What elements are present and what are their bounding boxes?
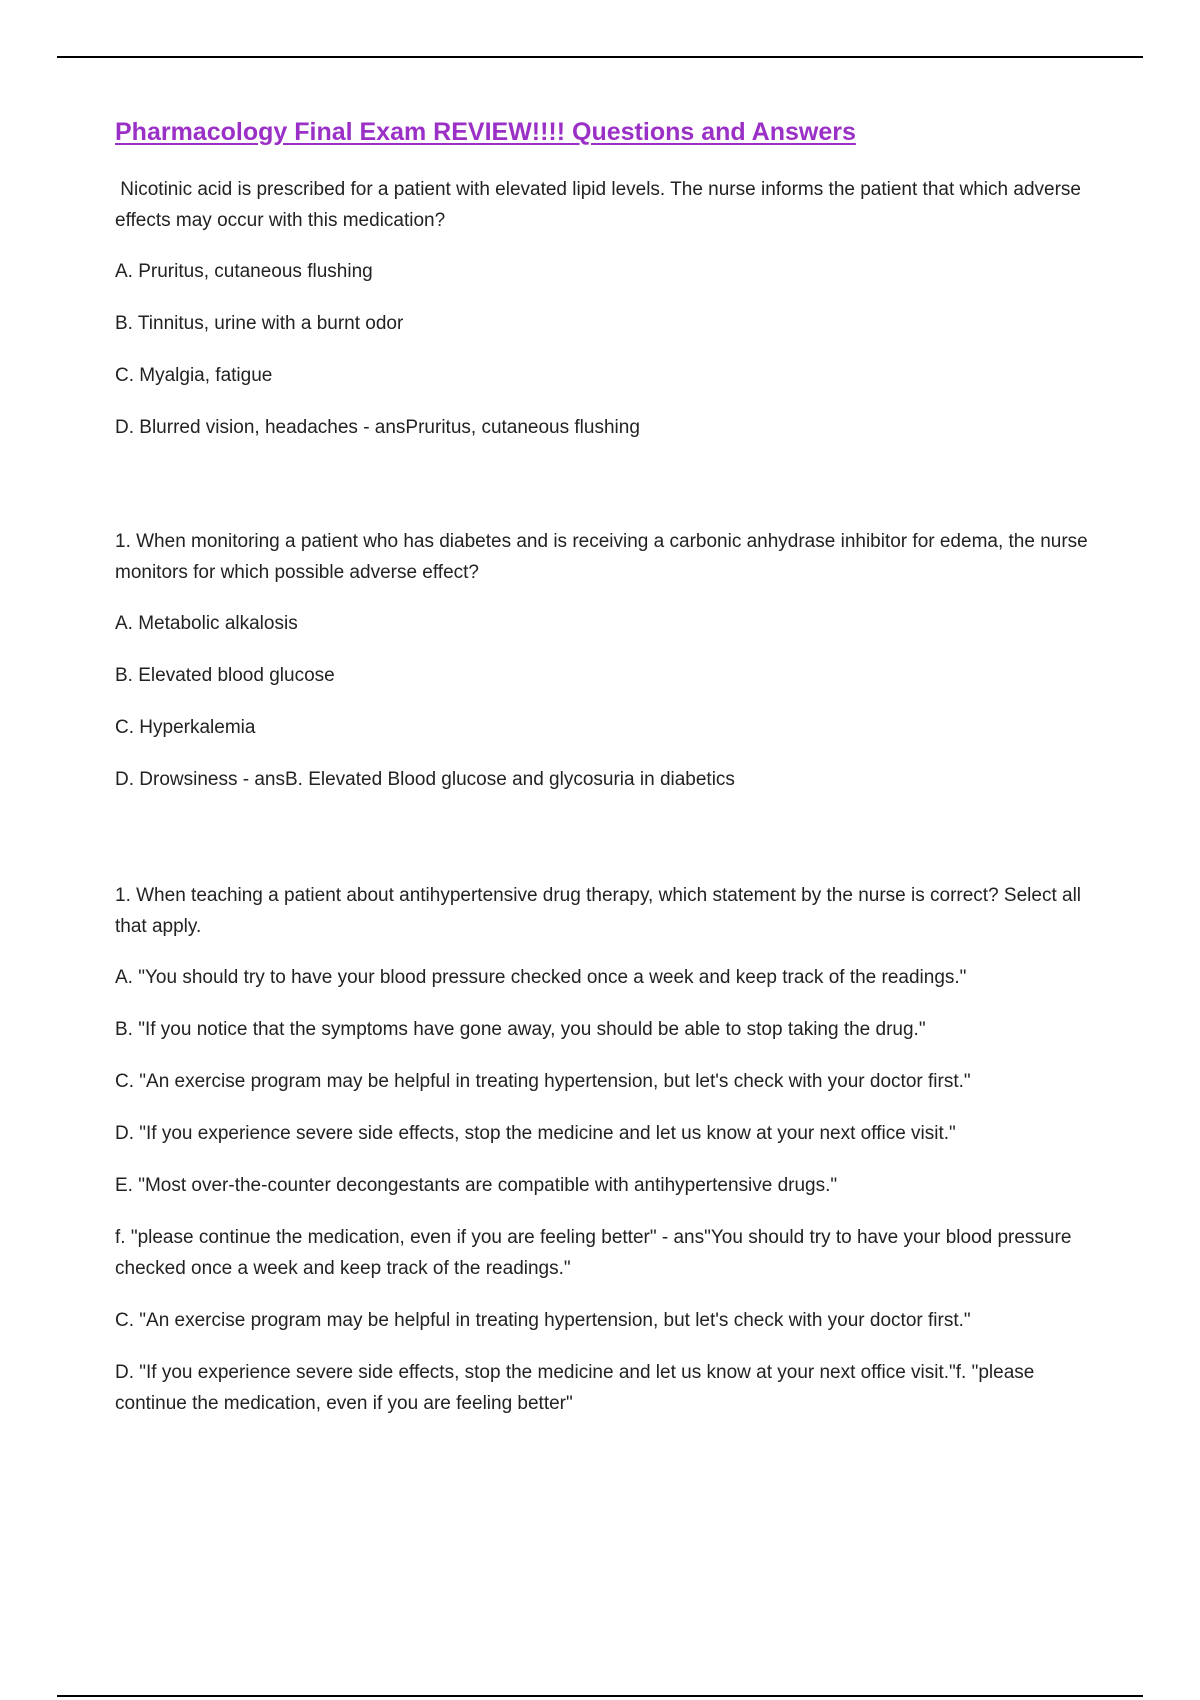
answer-option: C. "An exercise program may be helpful in treating hypertension, but let's check with your doctor first." — [115, 1071, 971, 1092]
answer-option: A. Metabolic alkalosis — [115, 613, 298, 634]
document-body — [115, 112, 1105, 1440]
answer-option: E. "Most over-the-counter decongestants are compatible with antihypertensive drugs." — [115, 1175, 838, 1196]
question-stem: 1. When monitoring a patient who has diabetes and is receiving a carbonic anhydrase inhibitor for edema, the nurse monitors for which possible adverse effect? — [115, 531, 1088, 583]
answer-option: B. Elevated blood glucose — [115, 665, 335, 686]
answer-option: B. "If you notice that the symptoms have gone away, you should be able to stop taking the drug." — [115, 1019, 926, 1040]
document-title: Pharmacology Final Exam REVIEW!!!! Questions and Answers — [115, 118, 856, 146]
answer-option: C. "An exercise program may be helpful in treating hypertension, but let's check with your doctor first." — [115, 1310, 971, 1331]
answer-option: C. Hyperkalemia — [115, 717, 256, 738]
answer-option: D. "If you experience severe side effects, stop the medicine and let us know at your next office visit." — [115, 1123, 956, 1144]
question-2 — [115, 526, 1105, 795]
answer-option: D. "If you experience severe side effects, stop the medicine and let us know at your next office visit."f. "please continue the medication, even if you are feeling better" — [115, 1362, 1035, 1414]
answer-option: f. "please continue the medication, even if you are feeling better" - ans"You should try to have your blood pressure checked once a week and keep track of the readings." — [115, 1227, 1072, 1279]
question-stem: Nicotinic acid is prescribed for a patient with elevated lipid levels. The nurse informs the patient that which adverse effects may occur with this medication? — [115, 179, 1087, 231]
answer-option: A. "You should try to have your blood pressure checked once a week and keep track of the readings." — [115, 967, 967, 988]
question-3 — [115, 880, 1105, 1419]
footer-rule — [57, 1695, 1143, 1697]
spacer — [115, 816, 1105, 880]
header-rule — [57, 56, 1143, 58]
spacer — [115, 464, 1105, 526]
question-stem: 1. When teaching a patient about antihypertensive drug therapy, which statement by the nurse is correct? Select all that apply. — [115, 885, 1082, 937]
answer-option: C. Myalgia, fatigue — [115, 365, 273, 386]
answer-option: D. Blurred vision, headaches - ansPruritus, cutaneous flushing — [115, 417, 640, 438]
answer-option: D. Drowsiness - ansB. Elevated Blood glucose and glycosuria in diabetics — [115, 769, 735, 790]
answer-option: B. Tinnitus, urine with a burnt odor — [115, 313, 404, 334]
answer-option: A. Pruritus, cutaneous flushing — [115, 261, 373, 282]
question-1 — [115, 174, 1105, 443]
